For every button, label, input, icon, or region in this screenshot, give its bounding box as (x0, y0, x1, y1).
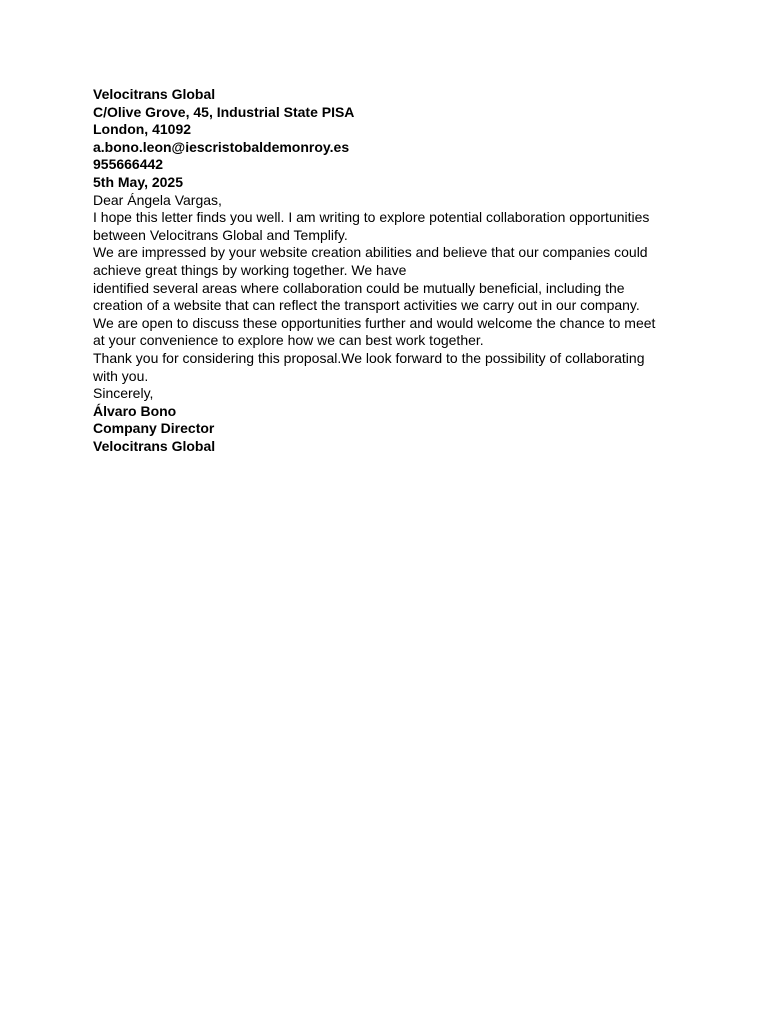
letter-date: 5th May, 2025 (93, 173, 184, 190)
greeting: Dear Ángela Vargas, (93, 191, 222, 208)
body-line: Thank you for considering this proposal.We look forward to the possibility of collaborating (93, 349, 645, 366)
letter (93, 86, 668, 455)
body-line: creation of a website that can reflect the transport activities we carry out in our company. (93, 297, 640, 314)
signature-name: Álvaro Bono (93, 402, 177, 419)
sender-city: London, 41092 (93, 121, 192, 138)
body-line: We are open to discuss these opportunities further and would welcome the chance to meet (93, 314, 656, 331)
body-line: with you. (93, 367, 149, 384)
sender-phone: 955666442 (93, 156, 164, 173)
closing: Sincerely, (93, 385, 154, 402)
signature-company: Velocitrans Global (93, 437, 216, 454)
sender-email: a.bono.leon@iescristobaldemonroy.es (93, 138, 350, 155)
body-line: We are impressed by your website creation abilities and believe that our companies could (93, 244, 648, 261)
body-line: at your convenience to explore how we can best work together. (93, 332, 484, 349)
body-line: between Velocitrans Global and Templify. (93, 226, 348, 243)
sender-company: Velocitrans Global (93, 86, 216, 102)
body-line: identified several areas where collaboration could be mutually beneficial, including the (93, 279, 625, 296)
body-line: achieve great things by working together. We have (93, 261, 407, 278)
body-line: I hope this letter finds you well. I am writing to explore potential collaboration opportunities (93, 209, 650, 226)
sender-address: C/Olive Grove, 45, Industrial State PISA (93, 103, 355, 120)
signature-title: Company Director (93, 420, 215, 437)
